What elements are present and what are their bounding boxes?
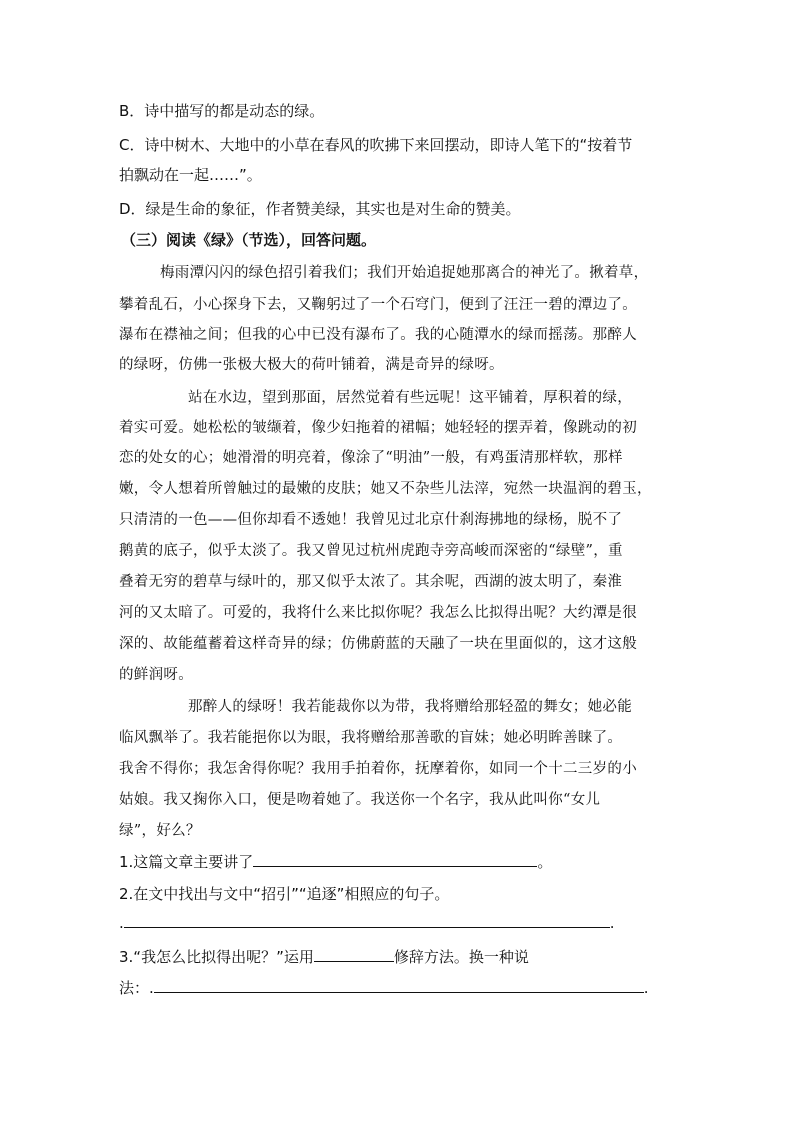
option-c-line1: C．诗中树木、大地中的小草在春风的吹拂下来回摆动，即诗人笔下的“按着节: [119, 136, 633, 154]
passage-line: 站在水边，望到那面，居然觉着有些远呢！这平铺着，厚积着的绿，: [188, 390, 632, 406]
passage-line: 临风飘举了。我若能挹你以为眼，我将赠给那善歌的盲妹；她必明眸善睐了。: [119, 730, 623, 746]
question-3-prefix: 3.“我怎么比拟得出呢？”运用: [119, 948, 314, 966]
answer-blank-3a[interactable]: [314, 960, 394, 962]
answer-blank-2[interactable]: [124, 926, 610, 928]
passage-line: 着实可爱。她松松的皱缬着，像少妇拖着的裙幅；她轻轻的摆弄着，像跳动的初: [119, 420, 637, 436]
passage-line: 深的、故能蕴蓄着这样奇异的绿；仿佛蔚蓝的天融了一块在里面似的，这才这般: [119, 636, 637, 652]
question-3-line2: 法：.: [119, 979, 154, 997]
question-1-suffix: 。: [537, 853, 553, 871]
answer-end-dot: .: [643, 979, 649, 997]
answer-blank-1[interactable]: [253, 865, 537, 867]
option-d: D．绿是生命的象征，作者赞美绿，其实也是对生命的赞美。: [119, 200, 521, 218]
passage-line: 的绿呀，仿佛一张极大极大的荷叶铺着，满是奇异的绿呀。: [119, 357, 504, 373]
passage-line: 绿”，好么？: [119, 823, 201, 839]
question-3-mid: 修辞方法。换一种说: [393, 948, 529, 966]
question-2: 2.在文中找出与文中“招引”“追逐”相照应的句子。: [119, 885, 450, 903]
passage-line: 河的又太暗了。可爱的，我将什么来比拟你呢？我怎么比拟得出呢？大约潭是很: [119, 605, 637, 621]
passage-line: 梅雨潭闪闪的绿色招引着我们；我们开始追捉她那离合的神光了。揪着草，: [160, 265, 649, 281]
answer-blank-3b[interactable]: [154, 991, 644, 993]
passage-line: 的鲜润呀。: [119, 667, 193, 683]
passage-line: 那醉人的绿呀！我若能裁你以为带，我将赠给那轻盈的舞女；她必能: [188, 699, 632, 715]
section-heading: （三）阅读《绿》（节选），回答问题。: [121, 231, 377, 249]
passage-line: 姑娘。我又掬你入口，便是吻着她了。我送你一个名字，我从此叫你“女儿: [119, 792, 601, 808]
answer-end-dot: .: [609, 914, 615, 932]
question-1: [119, 851, 552, 872]
option-b: B．诗中描写的都是动态的绿。: [119, 102, 325, 120]
passage-line: 攀着乱石，小心探身下去，又鞠躬过了一个石穹门，便到了汪汪一碧的潭边了。: [119, 297, 637, 313]
passage-line: 我舍不得你；我怎舍得你呢？我用手拍着你，抚摩着你，如同一个十二三岁的小: [119, 761, 637, 777]
answer-start-dot: .: [119, 914, 124, 932]
passage-line: 嫩，令人想着所曾触过的最嫩的皮肤；她又不杂些儿法滓，宛然一块温润的碧玉，: [119, 481, 652, 497]
option-c-line2: 拍飘动在一起……”。: [119, 166, 262, 184]
question-3-answer-line: [119, 977, 649, 998]
passage-line: 只清清的一色——但你却看不透她！我曾见过北京什刹海拂地的绿杨，脱不了: [119, 512, 623, 528]
question-2-answer-line: [119, 914, 615, 932]
question-3: [119, 946, 529, 967]
passage-line: 叠着无穷的碧草与绿叶的，那又似乎太浓了。其余呢，西湖的波太明了，秦淮: [119, 574, 623, 590]
passage-line: 恋的处女的心；她滑滑的明亮着，像涂了“明油”一般，有鸡蛋清那样软，那样: [119, 450, 623, 466]
passage-line: 鹅黄的底子，似乎太淡了。我又曾见过杭州虎跑寺旁高峻而深密的“绿壁”，重: [119, 543, 623, 559]
passage-line: 瀑布在襟袖之间；但我的心中已没有瀑布了。我的心随潭水的绿而摇荡。那醉人: [119, 327, 637, 343]
question-1-prefix: 1.这篇文章主要讲了: [119, 853, 254, 871]
